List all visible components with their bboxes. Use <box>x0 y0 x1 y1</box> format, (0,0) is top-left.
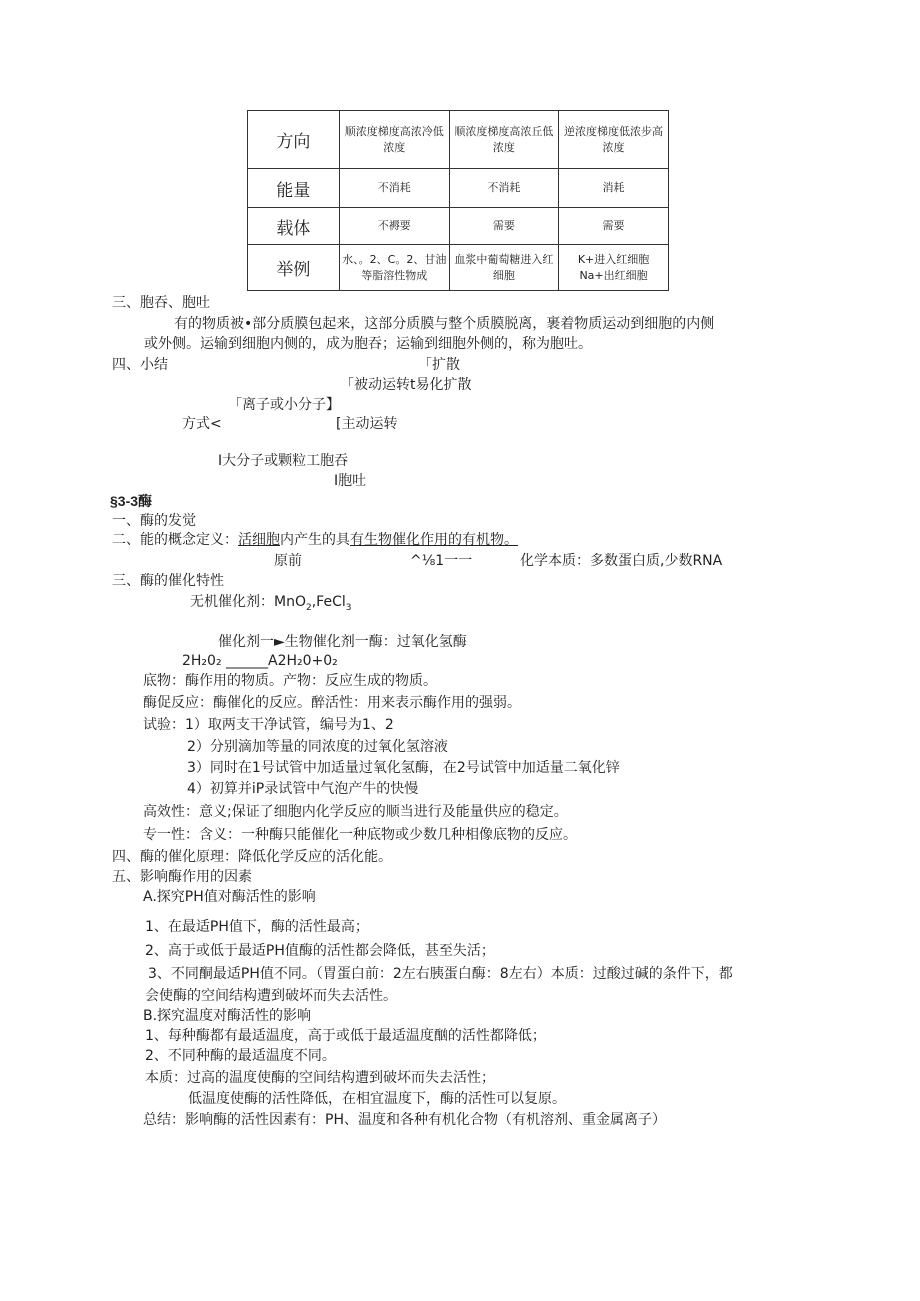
diagram-label: 「扩散 <box>418 357 460 373</box>
paragraph: 有的物质被•部分质膜包起来，这部分质膜与整个质膜脱离，裹着物质运动到细胞的内侧 <box>174 316 715 332</box>
definition-prefix: 二、能的概念定义： <box>112 532 238 548</box>
diagram-label: 「离子或小分子】 <box>228 397 340 413</box>
list-item: 2、高于或低于最适PH值酶的活性都会降低，甚至失活； <box>145 943 495 959</box>
table-cell: 不褥要 <box>339 208 449 245</box>
table-row <box>248 208 669 245</box>
diagram-label: 方式< <box>182 416 222 432</box>
section-heading: 三、胞吞、胞吐 <box>112 295 210 311</box>
row-label: 载体 <box>248 208 340 245</box>
note-marks: ^⅛1一一 <box>410 553 473 569</box>
table-row <box>248 111 669 169</box>
table-cell: K+进入红细胞Na+出红细胞 <box>559 245 669 291</box>
table-row <box>248 245 669 291</box>
chapter-heading: §3-3酶 <box>110 493 153 509</box>
definition-line <box>112 531 518 549</box>
catalyst-line: 催化剂一►生物催化剂一酶：过氧化氢酶 <box>218 634 467 650</box>
diagram-label: I大分子或颗粒工胞吞 <box>218 453 349 469</box>
inorganic-catalyst: 无机催化剂：MnO$_2$,FeCl$_3$ <box>190 594 352 613</box>
table-row <box>248 169 669 208</box>
underlined-term: 有生物催化作用的有机物。 <box>350 532 518 548</box>
summary: 总结：影响酶的活性因素有：PH、温度和各种有机化合物（有机溶剂、重金属离子） <box>143 1112 666 1128</box>
row-label: 能量 <box>248 169 340 208</box>
table-cell: 水、。2、C。2、甘油等脂溶性物成 <box>339 245 449 291</box>
underlined-term: 活细胞 <box>238 532 280 548</box>
definition-text: 内产生的具 <box>280 532 350 548</box>
table-cell: 逆浓度梯度低浓步高浓度 <box>559 111 669 169</box>
paragraph: 底物：酶作用的物质。产物：反应生成的物质。 <box>143 673 437 689</box>
section-heading: 三、酶的催化特性 <box>112 573 224 589</box>
list-item: 1、在最适PH值下，酶的活性最高； <box>145 919 369 935</box>
section-heading: 五、影响酶作用的因素 <box>112 869 252 885</box>
list-item: 1、每种酶都有最适温度，高于或低于最适温度酗的活性都降低； <box>145 1028 546 1044</box>
list-item: 2、不同种酶的最适温度不同。 <box>145 1048 336 1064</box>
experiment-step: 3）同时在1号试管中加适量过氧化氢酶，在2号试管中加适量二氧化锌 <box>187 760 620 776</box>
table-cell: 顺浓度梯度高浓冷低浓度 <box>339 111 449 169</box>
table-cell: 消耗 <box>559 169 669 208</box>
subsection-heading: A.探究PH值对酶活性的影响 <box>143 889 316 905</box>
paragraph: 专一性：含义：一种酶只能催化一种底物或少数几种相像底物的反应。 <box>143 827 577 843</box>
table-cell: 不消耗 <box>449 169 558 208</box>
list-item: 会使酶的空间结构遭到破坏而失去活性。 <box>145 988 397 1004</box>
paragraph: 本质：过高的温度使酶的空间结构遭到破坏而失去活性； <box>145 1070 495 1086</box>
paragraph: 低温度使酶的活性降低，在相宜温度下，酶的活性可以复原。 <box>188 1091 566 1107</box>
table-cell: 血浆中葡萄糖进入红细胞 <box>449 245 558 291</box>
section-heading: 四、小结 <box>112 357 168 373</box>
transport-comparison-table <box>247 110 669 291</box>
experiment-step: 试验：1）取两支干净试管，编号为1、2 <box>143 717 394 733</box>
reaction-equation: 2H₂0₂ ______A2H₂0+0₂ <box>182 653 338 669</box>
experiment-step: 4）初算并iP录试管中气泡产牛的快慢 <box>187 781 419 797</box>
table-cell: 需要 <box>449 208 558 245</box>
chemical-essence: 化学本质：多数蛋白质,少数RNA <box>520 553 723 569</box>
table-cell: 需要 <box>559 208 669 245</box>
table-cell: 不消耗 <box>339 169 449 208</box>
note-text: 原前 <box>274 553 302 569</box>
section-heading: 四、酶的催化原理：降低化学反应的活化能。 <box>112 849 392 865</box>
diagram-label: I胞吐 <box>334 473 367 489</box>
table-cell: 顺浓度梯度高浓丘低浓度 <box>449 111 558 169</box>
diagram-label: [主动运转 <box>336 416 398 432</box>
row-label: 方向 <box>248 111 340 169</box>
list-item: 3、不同酮最适PH值不同。（胃蛋白前：2左右胰蛋白酶：8左右）本质：过酸过碱的条件下，都 <box>148 966 733 982</box>
diagram-label: 「被动运转t易化扩散 <box>340 377 472 393</box>
row-label: 举例 <box>248 245 340 291</box>
paragraph: 酶促反应：酶催化的反应。醉活性：用来表示酶作用的强弱。 <box>143 695 521 711</box>
paragraph: 高效性：意义;保证了细胞内化学反应的顺当进行及能量供应的稳定。 <box>143 804 568 820</box>
section-heading: 一、酶的发觉 <box>112 513 196 529</box>
experiment-step: 2）分别滴加等量的同浓度的过氧化氢溶液 <box>187 739 448 755</box>
subsection-heading: B.探究温度对酶活性的影响 <box>143 1008 312 1024</box>
paragraph: 或外侧。运输到细胞内侧的，成为胞吞；运输到细胞外侧的，称为胞吐。 <box>144 336 592 352</box>
